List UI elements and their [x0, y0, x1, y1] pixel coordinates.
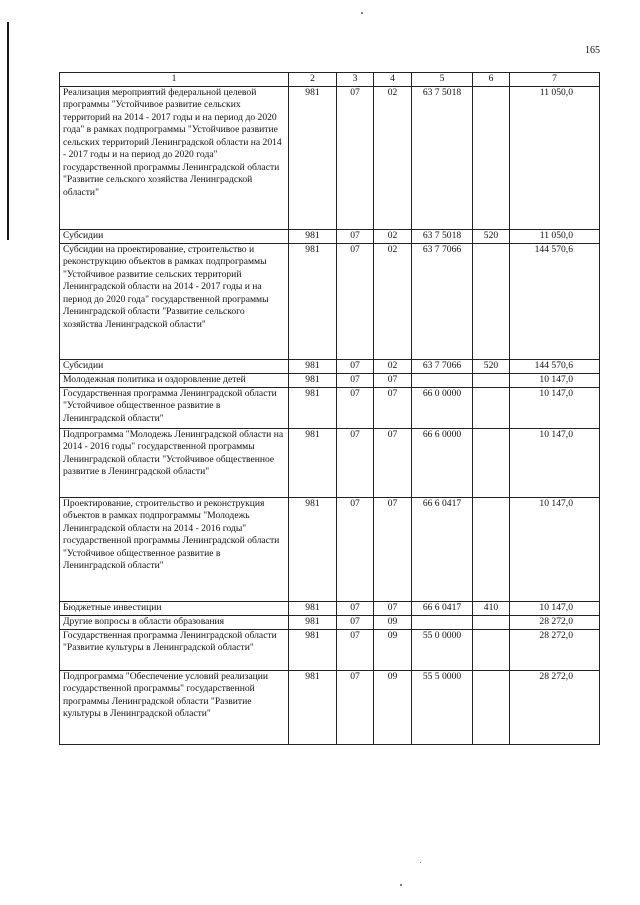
amount: 10 147,0 [510, 497, 600, 601]
section-code: 07 [337, 359, 374, 373]
table-row [60, 428, 600, 497]
section-code: 07 [337, 497, 374, 601]
amount: 28 272,0 [510, 629, 600, 670]
admin-code: 981 [289, 601, 337, 615]
column-header: 1 [60, 73, 289, 87]
expense-type-code [473, 86, 510, 229]
budget-table [59, 72, 600, 745]
subsection-code: 07 [374, 497, 412, 601]
target-article-code [412, 373, 473, 387]
expense-type-code: 410 [473, 601, 510, 615]
admin-code: 981 [289, 387, 337, 428]
column-header: 3 [337, 73, 374, 87]
expense-type-code: 520 [473, 229, 510, 243]
expense-type-code [473, 629, 510, 670]
admin-code: 981 [289, 359, 337, 373]
section-code: 07 [337, 670, 374, 744]
section-code: 07 [337, 229, 374, 243]
column-header: 2 [289, 73, 337, 87]
table-row [60, 629, 600, 670]
row-name: Молодежная политика и оздоровление детей [60, 373, 289, 387]
amount: 28 272,0 [510, 670, 600, 744]
admin-code: 981 [289, 229, 337, 243]
expense-type-code [473, 243, 510, 359]
scan-edge-line [7, 22, 9, 240]
section-code: 07 [337, 373, 374, 387]
expense-type-code: 520 [473, 359, 510, 373]
target-article-code: 66 6 0000 [412, 428, 473, 497]
section-code: 07 [337, 243, 374, 359]
target-article-code: 66 0 0000 [412, 387, 473, 428]
table-row [60, 243, 600, 359]
admin-code: 981 [289, 670, 337, 744]
table-row [60, 229, 600, 243]
section-code: 07 [337, 86, 374, 229]
row-name: Субсидии [60, 359, 289, 373]
row-name: Другие вопросы в области образования [60, 615, 289, 629]
scan-speck [400, 884, 402, 886]
table-row [60, 359, 600, 373]
subsection-code: 02 [374, 359, 412, 373]
subsection-code: 07 [374, 601, 412, 615]
section-code: 07 [337, 615, 374, 629]
amount: 144 570,6 [510, 243, 600, 359]
row-name: Субсидии [60, 229, 289, 243]
row-name: Реализация мероприятий федеральной целевой программы "Устойчивое развитие сельских территорий на 2014 - 2017 годы и на период до 2020 года" в рамках подпрограммы "Устойчивое развитие сельских территорий Ленинградской области на 2014 - 2017 годы и на период до 2020 года" государственной программы Ленинградской области "Развитие сельского хозяйства Ленинградской области" [60, 86, 289, 229]
row-name: Бюджетные инвестиции [60, 601, 289, 615]
amount: 10 147,0 [510, 387, 600, 428]
admin-code: 981 [289, 497, 337, 601]
expense-type-code [473, 428, 510, 497]
subsection-code: 09 [374, 670, 412, 744]
subsection-code: 09 [374, 615, 412, 629]
table-body [60, 86, 600, 744]
subsection-code: 02 [374, 86, 412, 229]
subsection-code: 07 [374, 373, 412, 387]
table-row [60, 373, 600, 387]
table-row [60, 497, 600, 601]
admin-code: 981 [289, 615, 337, 629]
admin-code: 981 [289, 86, 337, 229]
target-article-code: 63 7 5018 [412, 229, 473, 243]
row-name: Проектирование, строительство и реконструкция объектов в рамках подпрограммы "Молодежь Ленинградской области на 2014 - 2016 годы" государственной программы Ленинградской области "Устойчивое общественное развитие в Ленинградской области" [60, 497, 289, 601]
subsection-code: 07 [374, 428, 412, 497]
table-row [60, 387, 600, 428]
scan-speck [420, 862, 421, 863]
target-article-code: 55 0 0000 [412, 629, 473, 670]
subsection-code: 02 [374, 229, 412, 243]
amount: 10 147,0 [510, 428, 600, 497]
expense-type-code [473, 387, 510, 428]
subsection-code: 07 [374, 387, 412, 428]
table-row [60, 615, 600, 629]
target-article-code: 63 7 5018 [412, 86, 473, 229]
section-code: 07 [337, 629, 374, 670]
expense-type-code [473, 497, 510, 601]
row-name: Субсидии на проектирование, строительство и реконструкцию объектов в рамках подпрограммы "Устойчивое развитие сельских территорий Ленинградской области на 2014 - 2017 годы и на период до 2020 года" государственной программы Ленинградской области "Развитие сельского хозяйства Ленинградской области" [60, 243, 289, 359]
admin-code: 981 [289, 243, 337, 359]
section-code: 07 [337, 387, 374, 428]
column-header: 7 [510, 73, 600, 87]
expense-type-code [473, 615, 510, 629]
amount: 28 272,0 [510, 615, 600, 629]
target-article-code: 63 7 7066 [412, 243, 473, 359]
target-article-code: 55 5 0000 [412, 670, 473, 744]
amount: 10 147,0 [510, 601, 600, 615]
subsection-code: 09 [374, 629, 412, 670]
row-name: Подпрограмма "Обеспечение условий реализации государственной программы" государственной программы Ленинградской области "Развитие культуры в Ленинградской области" [60, 670, 289, 744]
target-article-code: 66 6 0417 [412, 497, 473, 601]
amount: 144 570,6 [510, 359, 600, 373]
column-header: 6 [473, 73, 510, 87]
section-code: 07 [337, 428, 374, 497]
row-name: Подпрограмма "Молодежь Ленинградской области на 2014 - 2016 годы" государственной программы Ленинградской области "Устойчивое общественное развитие в Ленинградской области" [60, 428, 289, 497]
row-name: Государственная программа Ленинградской области "Развитие культуры в Ленинградской области" [60, 629, 289, 670]
scan-speck [361, 12, 363, 14]
amount: 11 050,0 [510, 229, 600, 243]
table-row [60, 601, 600, 615]
row-name: Государственная программа Ленинградской области "Устойчивое общественное развитие в Ленинградской области" [60, 387, 289, 428]
admin-code: 981 [289, 629, 337, 670]
page-number: 165 [585, 45, 600, 56]
target-article-code: 66 6 0417 [412, 601, 473, 615]
amount: 11 050,0 [510, 86, 600, 229]
column-header: 4 [374, 73, 412, 87]
column-header: 5 [412, 73, 473, 87]
admin-code: 981 [289, 373, 337, 387]
target-article-code [412, 615, 473, 629]
expense-type-code [473, 670, 510, 744]
section-code: 07 [337, 601, 374, 615]
admin-code: 981 [289, 428, 337, 497]
column-number-row [60, 73, 600, 87]
amount: 10 147,0 [510, 373, 600, 387]
subsection-code: 02 [374, 243, 412, 359]
target-article-code: 63 7 7066 [412, 359, 473, 373]
expense-type-code [473, 373, 510, 387]
table-row [60, 670, 600, 744]
table-row [60, 86, 600, 229]
